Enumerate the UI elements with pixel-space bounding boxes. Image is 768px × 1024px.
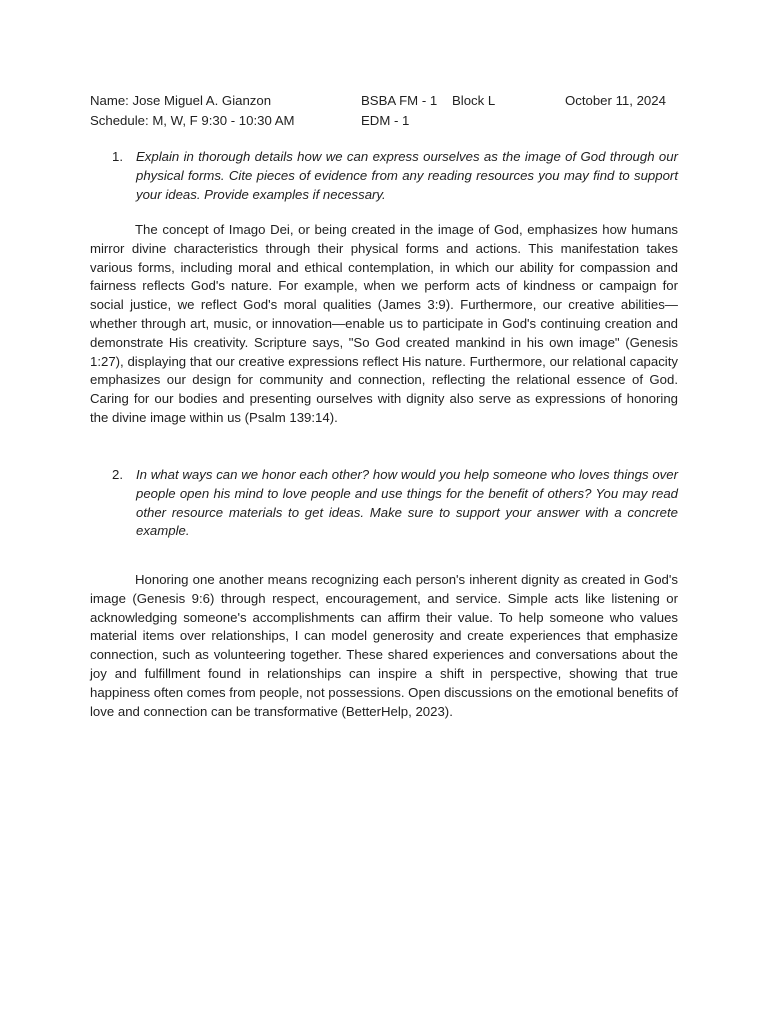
header-row-1 <box>90 91 690 111</box>
question-number: 2. <box>112 467 123 482</box>
course-code: EDM - 1 <box>361 112 410 128</box>
question-text: In what ways can we honor each other? how would you help someone who loves things over people open his mind to love people and use things for the benefit of others? You may read other resource materials to get ideas. Make sure to support your answer with a concrete example. <box>136 467 678 539</box>
date: October 11, 2024 <box>565 93 666 108</box>
header-row-2 <box>90 111 690 131</box>
document-header <box>90 91 690 130</box>
answer-1: The concept of Imago Dei, or being created in the image of God, emphasizes how humans mirror divine characteristics through their physical forms and actions. This manifestation takes various forms, including moral and ethical contemplation, in which our ability for compassion and fairness reflects God's nature. For example, when we perform acts of kindness or campaign for social justice, we reflect God's moral qualities (James 3:9). Furthermore, our creative abilities—whether through art, music, or innovation—enable us to participate in God's continuing creation and demonstrate His creativity. Scripture says, "So God created mankind in his own image" (Genesis 1:27), displaying that our creative expressions reflect His nature. Furthermore, our relational capacity emphasizes our design for community and connection, reflecting the relational essence of God. Caring for our bodies and presenting ourselves with dignity also serve as expressions of honoring the divine image within us (Psalm 139:14). <box>90 222 678 425</box>
block: Block L <box>452 93 496 108</box>
student-name: Name: Jose Miguel A. Gianzon <box>90 93 272 108</box>
program: BSBA FM - 1 <box>361 93 438 108</box>
question-text: Explain in thorough details how we can express ourselves as the image of God through our physical forms. Cite pieces of evidence from any reading resources you may find to support your ideas. Provide examples if necessary. <box>136 149 678 202</box>
question-2 <box>90 466 678 541</box>
question-1 <box>90 148 678 204</box>
schedule: Schedule: M, W, F 9:30 - 10:30 AM <box>90 112 295 128</box>
answer-2: Honoring one another means recognizing each person's inherent dignity as created in God's image (Genesis 9:6) through respect, encouragement, and service. Simple acts like listening or acknowledging someone's accomplishments can affirm their value. To help someone who values material items over relationships, I can model generosity and create experiences that emphasize connection, such as volunteering together. These shared experiences and conversations about the joy and fulfillment found in relationships can inspire a shift in perspective, showing that true happiness often comes from people, not possessions. Open discussions on the emotional benefits of love and connection can be transformative (BetterHelp, 2023). <box>90 572 678 719</box>
question-number: 1. <box>112 149 123 164</box>
